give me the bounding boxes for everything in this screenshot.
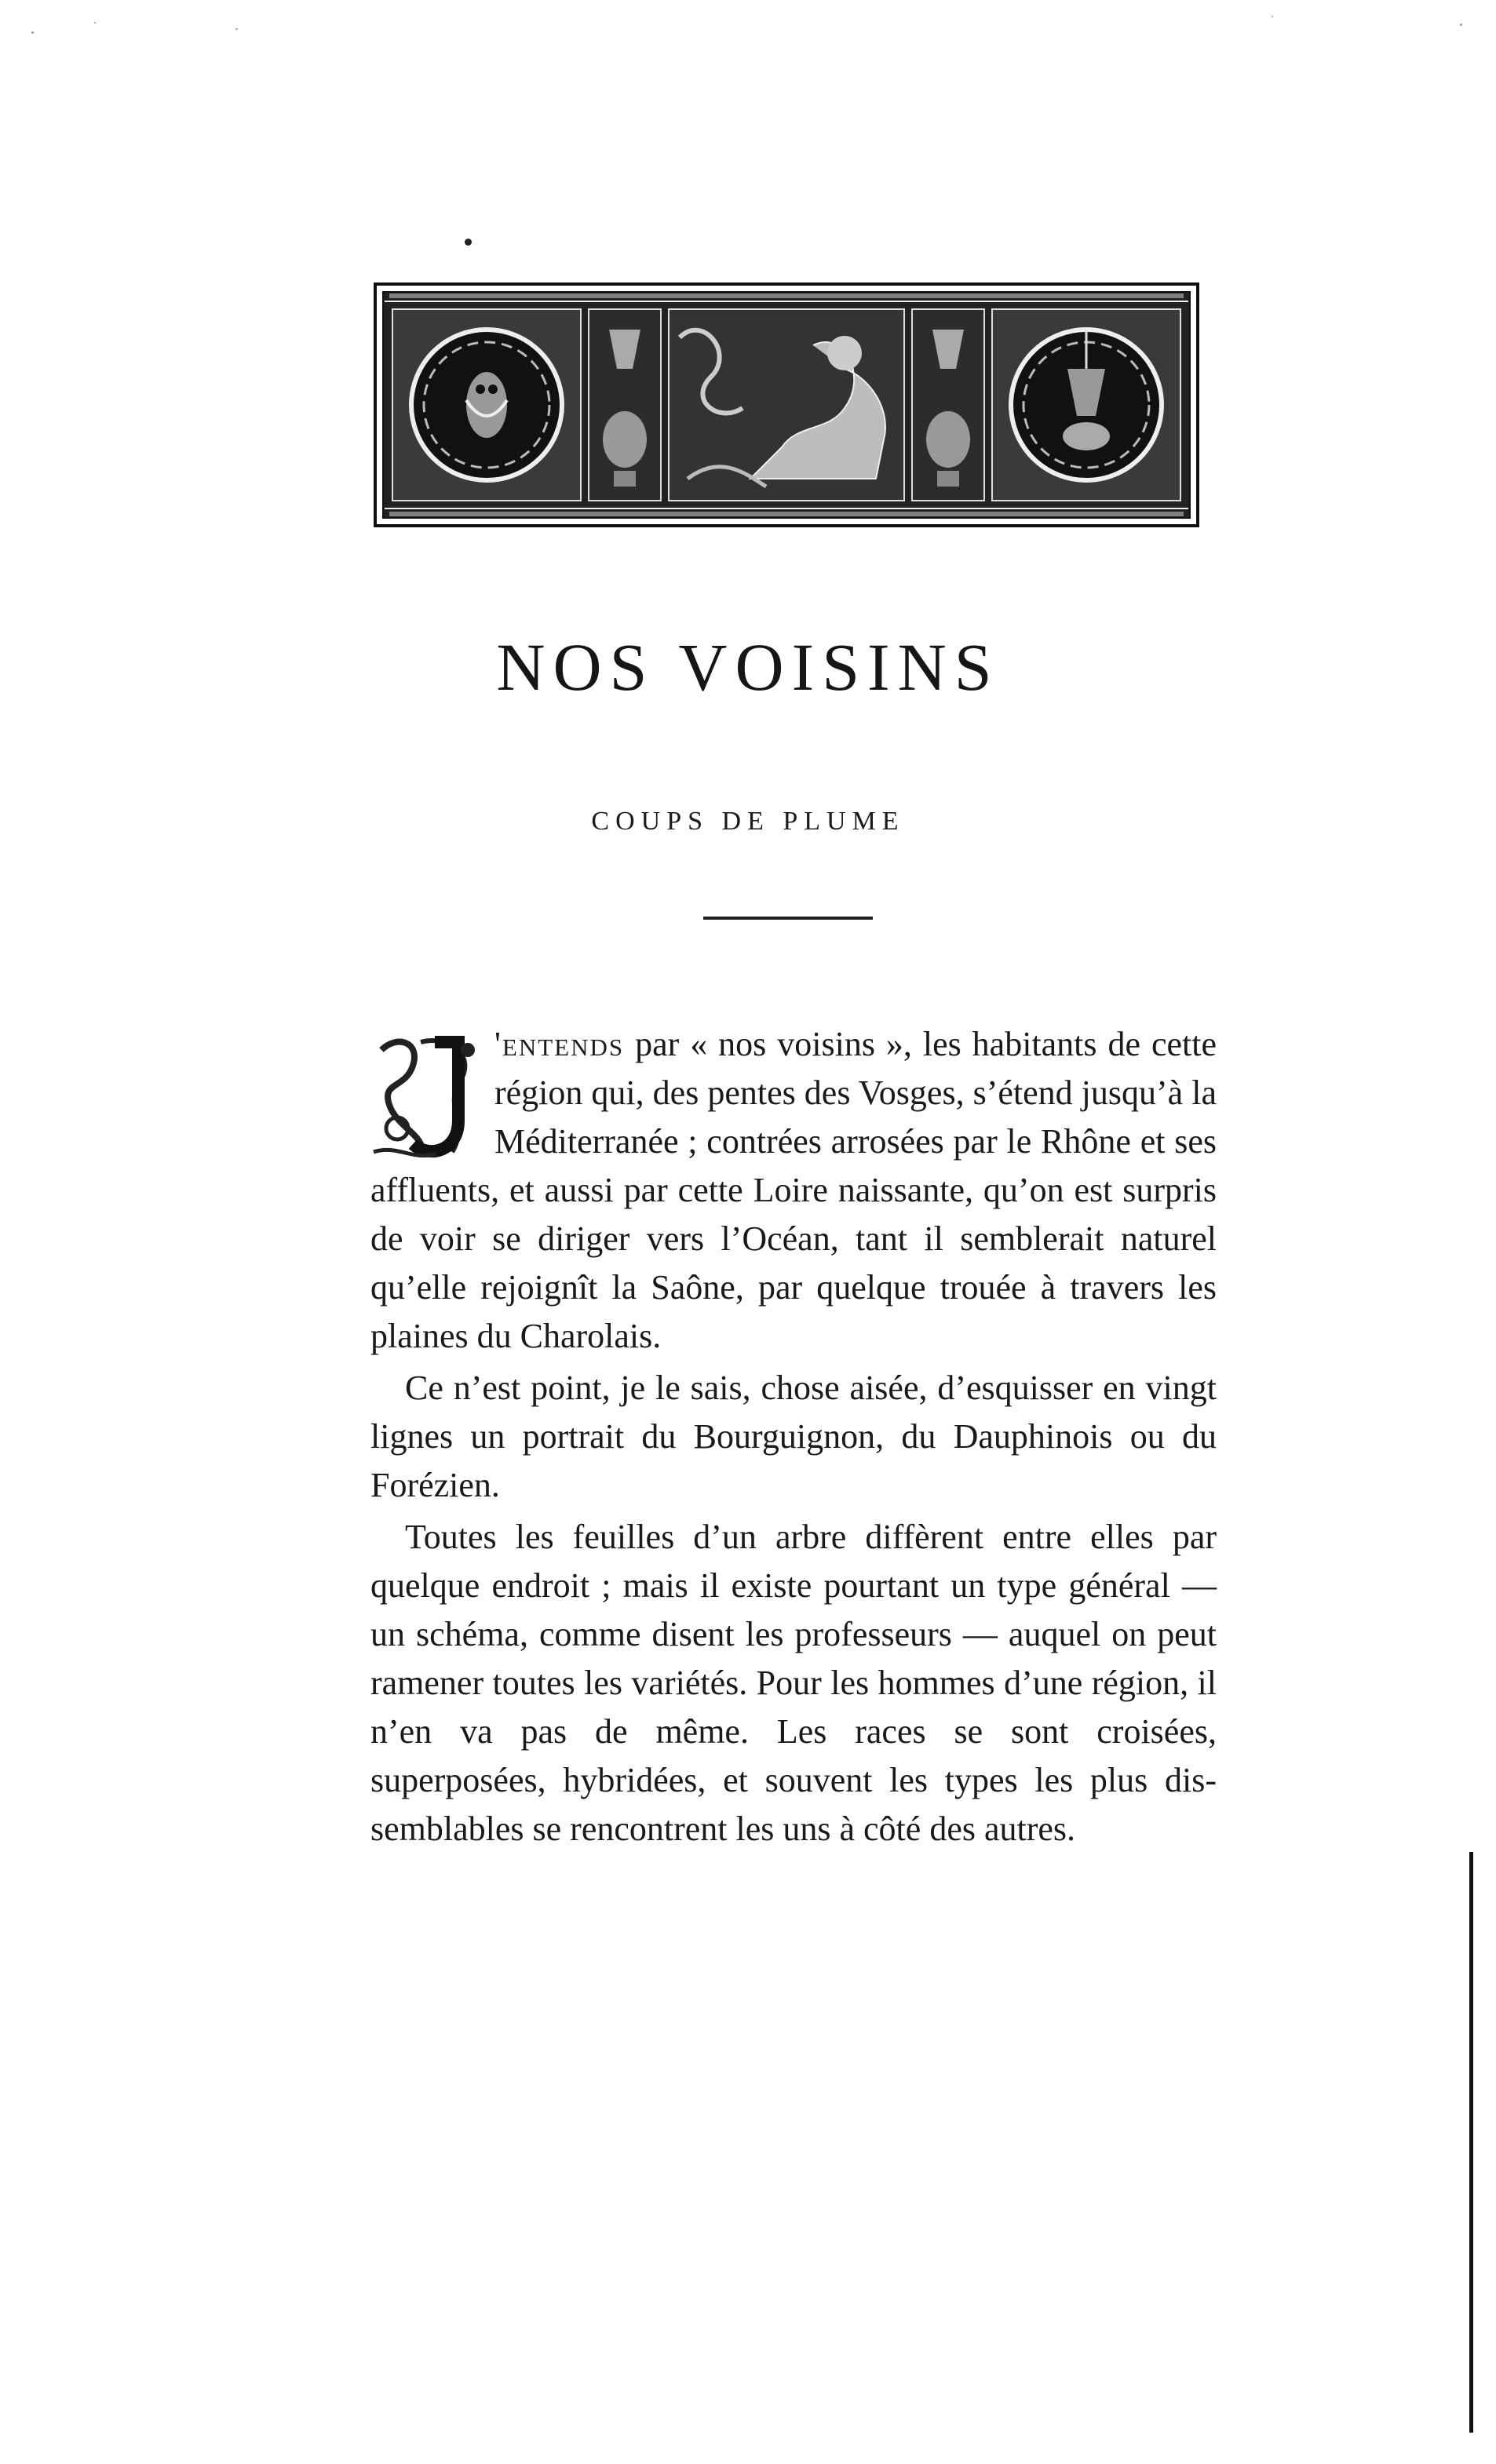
scan-speck [235,28,238,30]
title-divider [703,917,873,920]
scan-speck [1272,16,1273,17]
lead-word: 'entends [494,1025,625,1063]
paragraph-2: Ce n’est point, je le sais, chose aisée, d’esquisser en vingt lignes un portrait du Bourguignon, du Dauphinois ou du Forézien. [370,1369,1217,1504]
paragraph-1 [370,1020,1217,1361]
scan-edge-line [1469,1852,1473,2433]
body-text [370,1020,1217,1853]
dropcap-j-icon [366,1026,483,1165]
scan-speck [1460,24,1462,26]
paragraph-3: Toutes les feuilles d’un arbre diffèrent entre elles par quelque endroit ; mais il existe pourtant un type général — un schéma, comme disent les professeurs — auquel on peut ramener toutes les variétés. Pour les hommes d’une région, il n’en va pas de même. Les races se sont croisées, superposées, hybridées, et souvent les types les plus dis-semblables se rencontrent les uns à côté des autres. [370,1518,1217,1848]
page-title: NOS VOISINS [496,629,1000,705]
ink-dot [465,239,472,246]
page-subtitle: COUPS DE PLUME [591,807,905,836]
scan-speck [94,22,96,24]
scan-speck [31,31,34,34]
paragraph-1-text: par « nos voisins », les habitants de cette région qui, des pentes des Vosges, s’étend jusqu’à la Méditerranée ; contrées arrosées par le Rhône et ses affluents, et aussi par cette Loire naissante, qu’on est surpris de voir se diriger vers l’Océan, tant il semblerait naturel qu’elle rejoignît la Saône, par quelque trouée à travers les plaines du Charolais. [370,1025,1217,1355]
headpiece-illustration-icon [374,282,1199,527]
ornamental-headpiece [374,282,1199,527]
